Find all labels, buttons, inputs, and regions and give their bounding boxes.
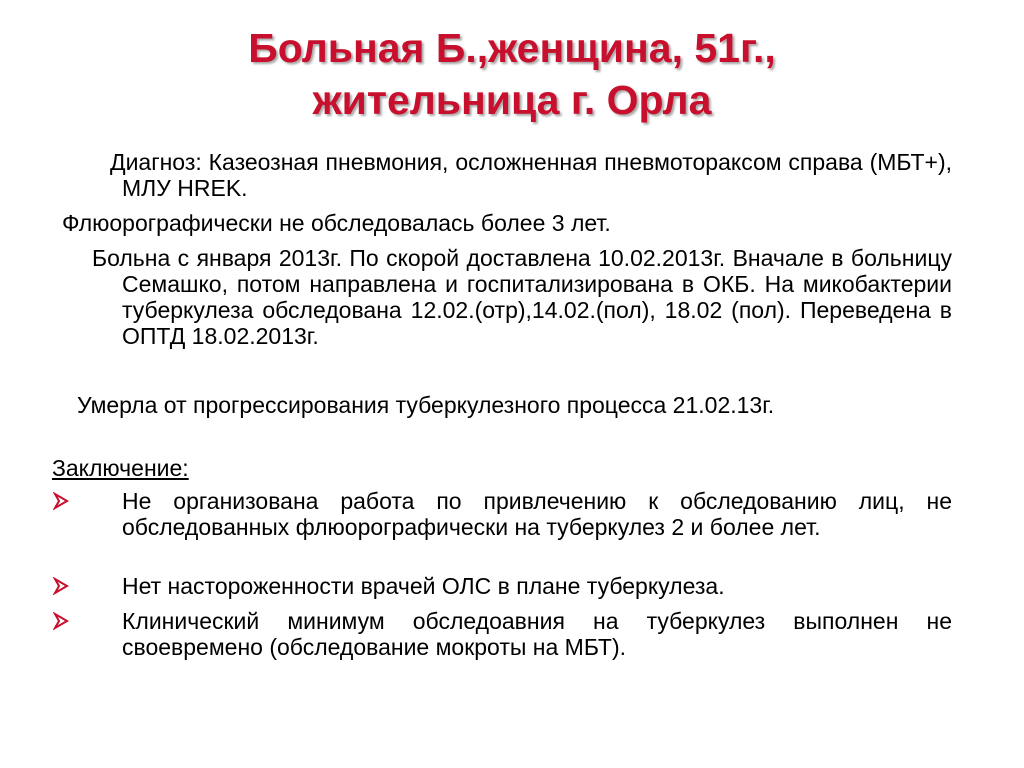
conclusion-item-text: Не организована работа по привлечению к обследованию лиц, не обследованных флюорографически на туберкулез 2 и более лет.: [122, 488, 952, 540]
death-paragraph: Умерла от прогрессирования туберкулезного процесса 21.02.13г.: [77, 392, 775, 418]
title-line-2: жительница г. Орла: [312, 77, 712, 123]
history-paragraph: Больна с января 2013г. По скорой доставлена 10.02.2013г. Вначале в больницу Семашко, потом направлена и госпитализирована в ОКБ. На микобактерии туберкулеза обследована 12.02.(отр),14.02.(пол), 18.02 (пол). Переведена в ОПТД 18.02.2013г.: [92, 245, 952, 349]
diagnosis-paragraph: Диагноз: Казеозная пневмония, осложненная пневмотораксом справа (МБТ+), МЛУ HREK.: [110, 149, 952, 201]
arrow-bullet-icon: [52, 573, 74, 595]
conclusion-item-text: Клинический минимум обследоавния на туберкулез выполнен не своевремено (обследование мокроты на МБТ).: [122, 608, 952, 660]
arrow-bullet-icon: [52, 488, 74, 510]
conclusion-item: [52, 573, 952, 599]
arrow-bullet-icon: [52, 608, 74, 630]
conclusion-item: [52, 488, 952, 540]
conclusion-label: Заключение:: [52, 455, 189, 481]
title-line-1: Больная Б.,женщина, 51г.,: [248, 25, 776, 71]
conclusion-item: [52, 608, 952, 660]
conclusion-item-text: Нет настороженности врачей ОЛС в плане туберкулеза.: [122, 573, 725, 599]
fluorography-paragraph: Флюорографически не обследовалась более 3 лет.: [62, 210, 611, 236]
